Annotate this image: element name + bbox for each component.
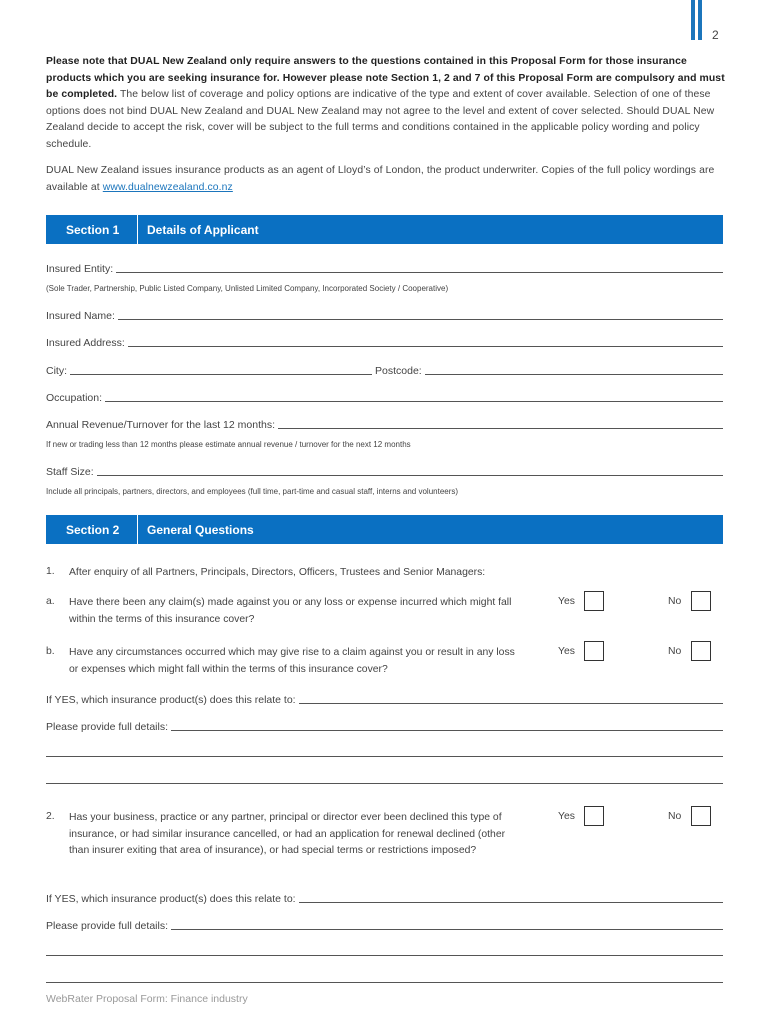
postcode-field[interactable] (375, 363, 723, 377)
insured-entity-input[interactable] (116, 271, 723, 273)
insured-entity-field[interactable] (46, 261, 723, 275)
q2-details-input[interactable] (171, 928, 723, 930)
insured-entity-note: (Sole Trader, Partnership, Public Listed Company, Unlisted Limited Company, Incorporated Society / Cooperative) (46, 284, 449, 293)
qa-text: Have there been any claim(s) made against you or any loss or expense incurred which might fall within the terms of this insurance cover? (69, 597, 512, 625)
q2-if-yes-label: If YES, which insurance product(s) does this relate to: (46, 893, 296, 905)
q1-details-line-3[interactable] (46, 783, 723, 784)
q1-if-yes-label: If YES, which insurance product(s) does this relate to: (46, 694, 296, 706)
postcode-label: Postcode: (375, 365, 422, 377)
page-number: 2 (712, 28, 719, 42)
q2-no-checkbox[interactable] (691, 806, 711, 826)
q2-details-line-2[interactable] (46, 955, 723, 956)
q2-text: Has your business, practice or any partner, principal or director ever been declined this type of insurance, or had similar insurance cancelled, or had an application for renewal declined (other than insurer exiting that area of insurance), or had special terms or restrictions imposed? (69, 812, 506, 856)
section2-divider (137, 515, 138, 544)
occupation-field[interactable] (46, 390, 723, 404)
revenue-input[interactable] (278, 427, 723, 429)
insured-name-input[interactable] (118, 318, 723, 320)
qb-index: b. (46, 646, 55, 657)
insured-address-input[interactable] (128, 345, 723, 347)
q1-details-label: Please provide full details: (46, 721, 168, 733)
section2-header (46, 515, 723, 544)
q1-details-field[interactable] (46, 719, 723, 733)
q2-details-label: Please provide full details: (46, 920, 168, 932)
section1-divider (137, 215, 138, 244)
revenue-note: If new or trading less than 12 months please estimate annual revenue / turnover for the next 12 months (46, 440, 411, 449)
insured-name-label: Insured Name: (46, 310, 115, 322)
q2-details-line-3[interactable] (46, 982, 723, 983)
section1-number: Section 1 (66, 223, 120, 237)
qb-text: Have any circumstances occurred which may give rise to a claim against you or result in any loss or expenses which might fall within the terms of this insurance cover? (69, 647, 515, 675)
intro-paragraph-2 (46, 163, 726, 196)
intro-paragraph (46, 54, 726, 153)
q2-yes-checkbox[interactable] (584, 806, 604, 826)
q1-if-yes-input[interactable] (299, 702, 723, 704)
staff-size-note: Include all principals, partners, directors, and employees (full time, part-time and casual staff, interns and volunteers) (46, 487, 459, 496)
intro-bold-text: Please note that DUAL New Zealand only require answers to the questions contained in this Proposal Form for those insurance products which you are seeking insurance for. However please note Section 1, 2 and 7 of this Proposal Form are compulsory and must be completed. (46, 56, 725, 100)
brand-bar-right (698, 0, 702, 40)
insured-address-label: Insured Address: (46, 337, 125, 349)
city-field[interactable] (46, 363, 372, 377)
q2-if-yes-field[interactable] (46, 891, 723, 905)
staff-size-input[interactable] (97, 474, 723, 476)
section2-number: Section 2 (66, 523, 120, 537)
q2-details-field[interactable] (46, 918, 723, 932)
qa-yes-label: Yes (558, 596, 575, 607)
q2-if-yes-input[interactable] (299, 901, 723, 903)
q1-index: 1. (46, 566, 55, 577)
intro-normal-text: The below list of coverage and policy options are indicative of the type and extent of cover available. Selection of one of these options does not bind DUAL New Zealand and DUAL New Zealand may not agree to the level and extent of cover selected. Should DUAL New Zealand decide to accept the risk, cover will be subject to the full terms and conditions contained in the applicable policy wording and policy schedule. (46, 89, 715, 150)
qb-yes-label: Yes (558, 646, 575, 657)
revenue-label: Annual Revenue/Turnover for the last 12 months: (46, 419, 275, 431)
staff-size-label: Staff Size: (46, 466, 94, 478)
qb-no-label: No (668, 646, 682, 657)
brand-bar-left (691, 0, 695, 40)
staff-size-field[interactable] (46, 464, 723, 478)
website-link[interactable]: www.dualnewzealand.co.nz (102, 181, 233, 193)
city-label: City: (46, 365, 67, 377)
qa-no-label: No (668, 596, 682, 607)
page-footer: WebRater Proposal Form: Finance industry (46, 993, 248, 1005)
section1-title: Details of Applicant (147, 223, 259, 237)
intro-para2-text: DUAL New Zealand issues insurance products as an agent of Lloyd’s of London, the product underwriter. Copies of the full policy wordings are available at (46, 165, 715, 193)
section2-title: General Questions (147, 523, 254, 537)
q2-yes-label: Yes (558, 811, 575, 822)
insured-address-field[interactable] (46, 335, 723, 349)
q1-details-line-2[interactable] (46, 756, 723, 757)
q1-if-yes-field[interactable] (46, 692, 723, 706)
qb-yes-checkbox[interactable] (584, 641, 604, 661)
qa-index: a. (46, 596, 55, 607)
q2-no-label: No (668, 811, 682, 822)
insured-name-field[interactable] (46, 308, 723, 322)
section1-header (46, 215, 723, 244)
insured-entity-label: Insured Entity: (46, 263, 114, 275)
occupation-input[interactable] (105, 400, 723, 402)
revenue-field[interactable] (46, 417, 723, 431)
q1-details-input[interactable] (171, 729, 723, 731)
q1-text: After enquiry of all Partners, Principals, Directors, Officers, Trustees and Senior Managers: (69, 567, 486, 578)
city-input[interactable] (70, 373, 372, 375)
qa-yes-checkbox[interactable] (584, 591, 604, 611)
q2-index: 2. (46, 811, 55, 822)
qb-no-checkbox[interactable] (691, 641, 711, 661)
occupation-label: Occupation: (46, 392, 103, 404)
postcode-input[interactable] (425, 373, 723, 375)
qa-no-checkbox[interactable] (691, 591, 711, 611)
